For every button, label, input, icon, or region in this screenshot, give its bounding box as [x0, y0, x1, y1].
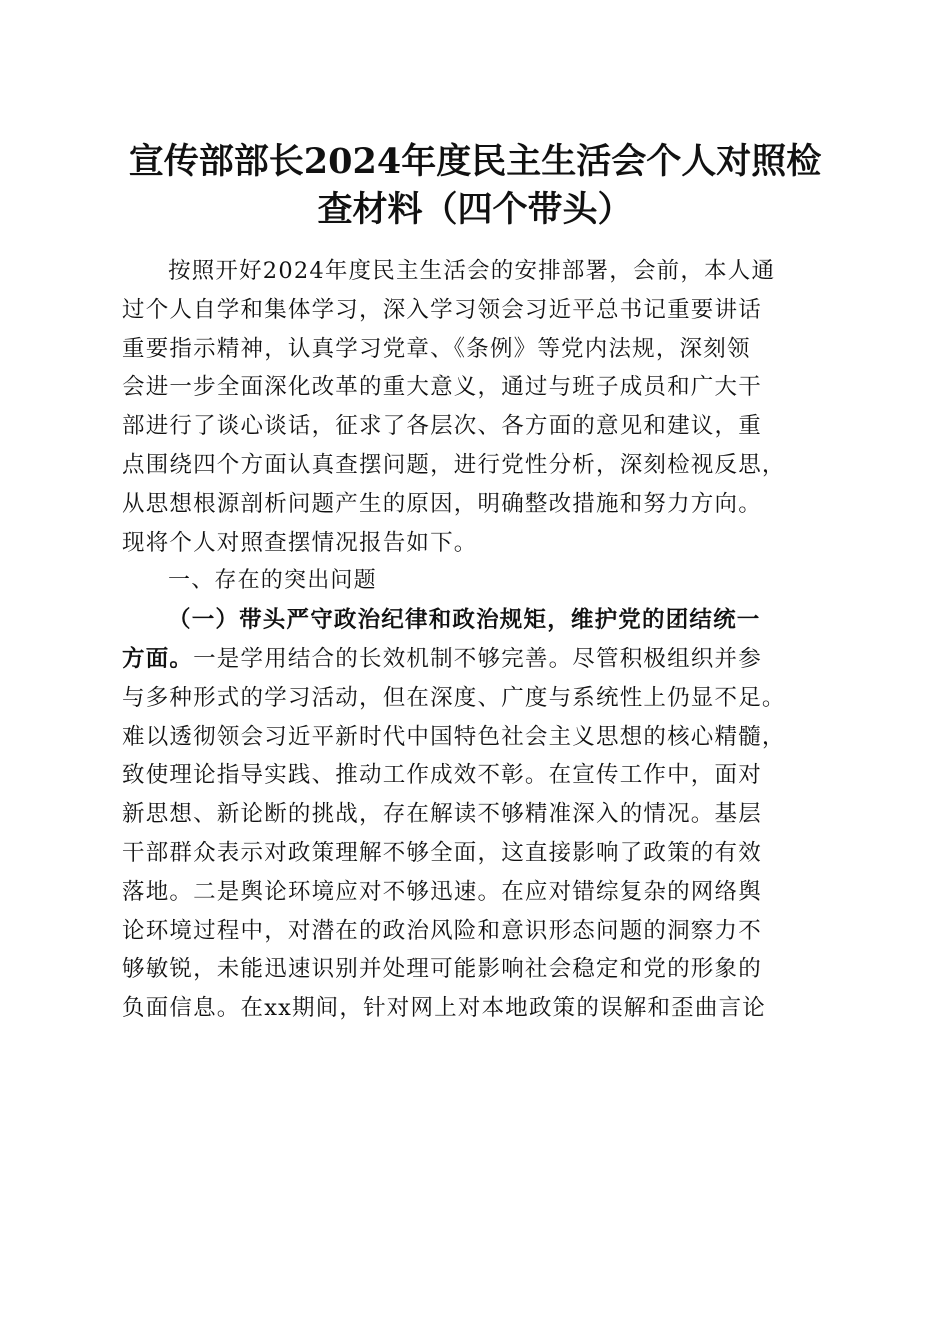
subsection-heading: （一）带头严守政治纪律和政治规矩，维护党的团结统一: [168, 607, 761, 634]
body-line: 干部群众表示对政策理解不够全面，这直接影响了政策的有效: [122, 839, 762, 866]
title-line-1: 宣传部部长2024年度民主生活会个人对照检: [128, 141, 822, 182]
body-line: 负面信息。在xx期间，针对网上对本地政策的误解和歪曲言论: [122, 995, 766, 1022]
intro-line: 现将个人对照查摆情况报告如下。: [122, 529, 478, 556]
document-title: [100, 138, 850, 234]
body-line: 论环境过程中，对潜在的政治风险和意识形态问题的洞察力不: [122, 917, 762, 944]
section-heading: 一、存在的突出问题: [168, 568, 377, 594]
body-line: 落地。二是舆论环境应对不够迅速。在应对错综复杂的网络舆: [122, 878, 762, 905]
intro-line: 点围绕四个方面认真查摆问题，进行党性分析，深刻检视反思，: [122, 451, 786, 478]
intro-line: 部进行了谈心谈话，征求了各层次、各方面的意见和建议，重: [122, 413, 762, 440]
subsection-text: 一是学用结合的长效机制不够完善。尽管积极组织并参: [193, 645, 762, 672]
intro-line: 过个人自学和集体学习，深入学习领会习近平总书记重要讲话: [122, 296, 762, 323]
title-line-2: 查材料（四个带头）: [317, 189, 633, 230]
body-line: 与多种形式的学习活动，但在深度、广度与系统性上仍显不足。: [122, 684, 786, 711]
body-line: 致使理论指导实践、推动工作成效不彰。在宣传工作中，面对: [122, 762, 762, 789]
body-line: 新思想、新论断的挑战，存在解读不够精准深入的情况。基层: [122, 801, 762, 828]
intro-line: 重要指示精神，认真学习党章、《条例》等党内法规，深刻领: [122, 335, 751, 362]
body-line: 难以透彻领会习近平新时代中国特色社会主义思想的核心精髓，: [122, 723, 786, 750]
subsection-heading-end: 方面。: [122, 645, 194, 672]
subsection-line: [122, 640, 828, 679]
document-body: [122, 252, 828, 1028]
intro-line: 从思想根源剖析问题产生的原因，明确整改措施和努力方向。: [122, 490, 762, 517]
intro-line: 按照开好2024年度民主生活会的安排部署，会前，本人通: [168, 258, 776, 284]
body-line: 够敏锐，未能迅速识别并处理可能影响社会稳定和党的形象的: [122, 956, 762, 983]
intro-line: 会进一步全面深化改革的重大意义，通过与班子成员和广大干: [122, 374, 762, 401]
